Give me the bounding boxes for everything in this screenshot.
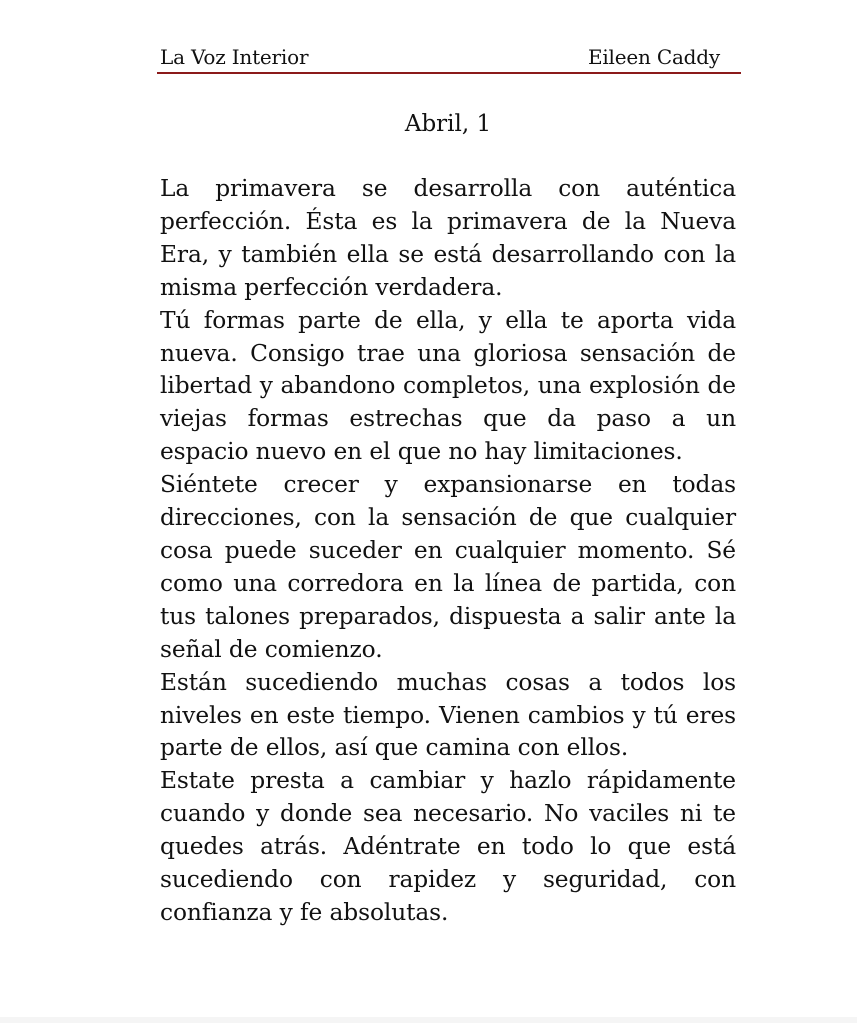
- author-name: Eileen Caddy: [587, 45, 720, 69]
- paragraph: Tú formas parte de ella, y ella te aporta vida nueva. Consigo trae una gloriosa sensación de libertad y abandono completos, una explosión de viejas formas estrechas que da paso a un espacio nuevo en el que no hay limitaciones.: [160, 306, 736, 466]
- paragraph: Estate presta a cambiar y hazlo rápidamente cuando y donde sea necesario. No vaciles ni te quedes atrás. Adéntrate en todo lo que está sucediendo con rapidez y seguridad, con confianza y fe absolutas.: [160, 767, 736, 926]
- running-header: [157, 42, 741, 74]
- entry-body: [160, 173, 736, 930]
- page-bottom-edge: [0, 1017, 857, 1023]
- book-title: La Voz Interior: [160, 45, 309, 69]
- paragraph: La primavera se desarrolla con auténtica perfección. Ésta es la primavera de la Nueva Era, y también ella se está desarrollando con la misma perfección verdadera.: [160, 175, 736, 301]
- paragraph: Siéntete crecer y expansionarse en todas direcciones, con la sensación de que cualquier cosa puede suceder en cualquier momento. Sé como una corredora en la línea de partida, con tus talones preparados, dispuesta a salir ante la señal de comienzo.: [160, 471, 736, 663]
- entry-date: Abril, 1: [404, 111, 492, 137]
- paragraph: Están sucediendo muchas cosas a todos los niveles en este tiempo. Vienen cambios y tú eres parte de ellos, así que camina con ellos.: [160, 668, 736, 762]
